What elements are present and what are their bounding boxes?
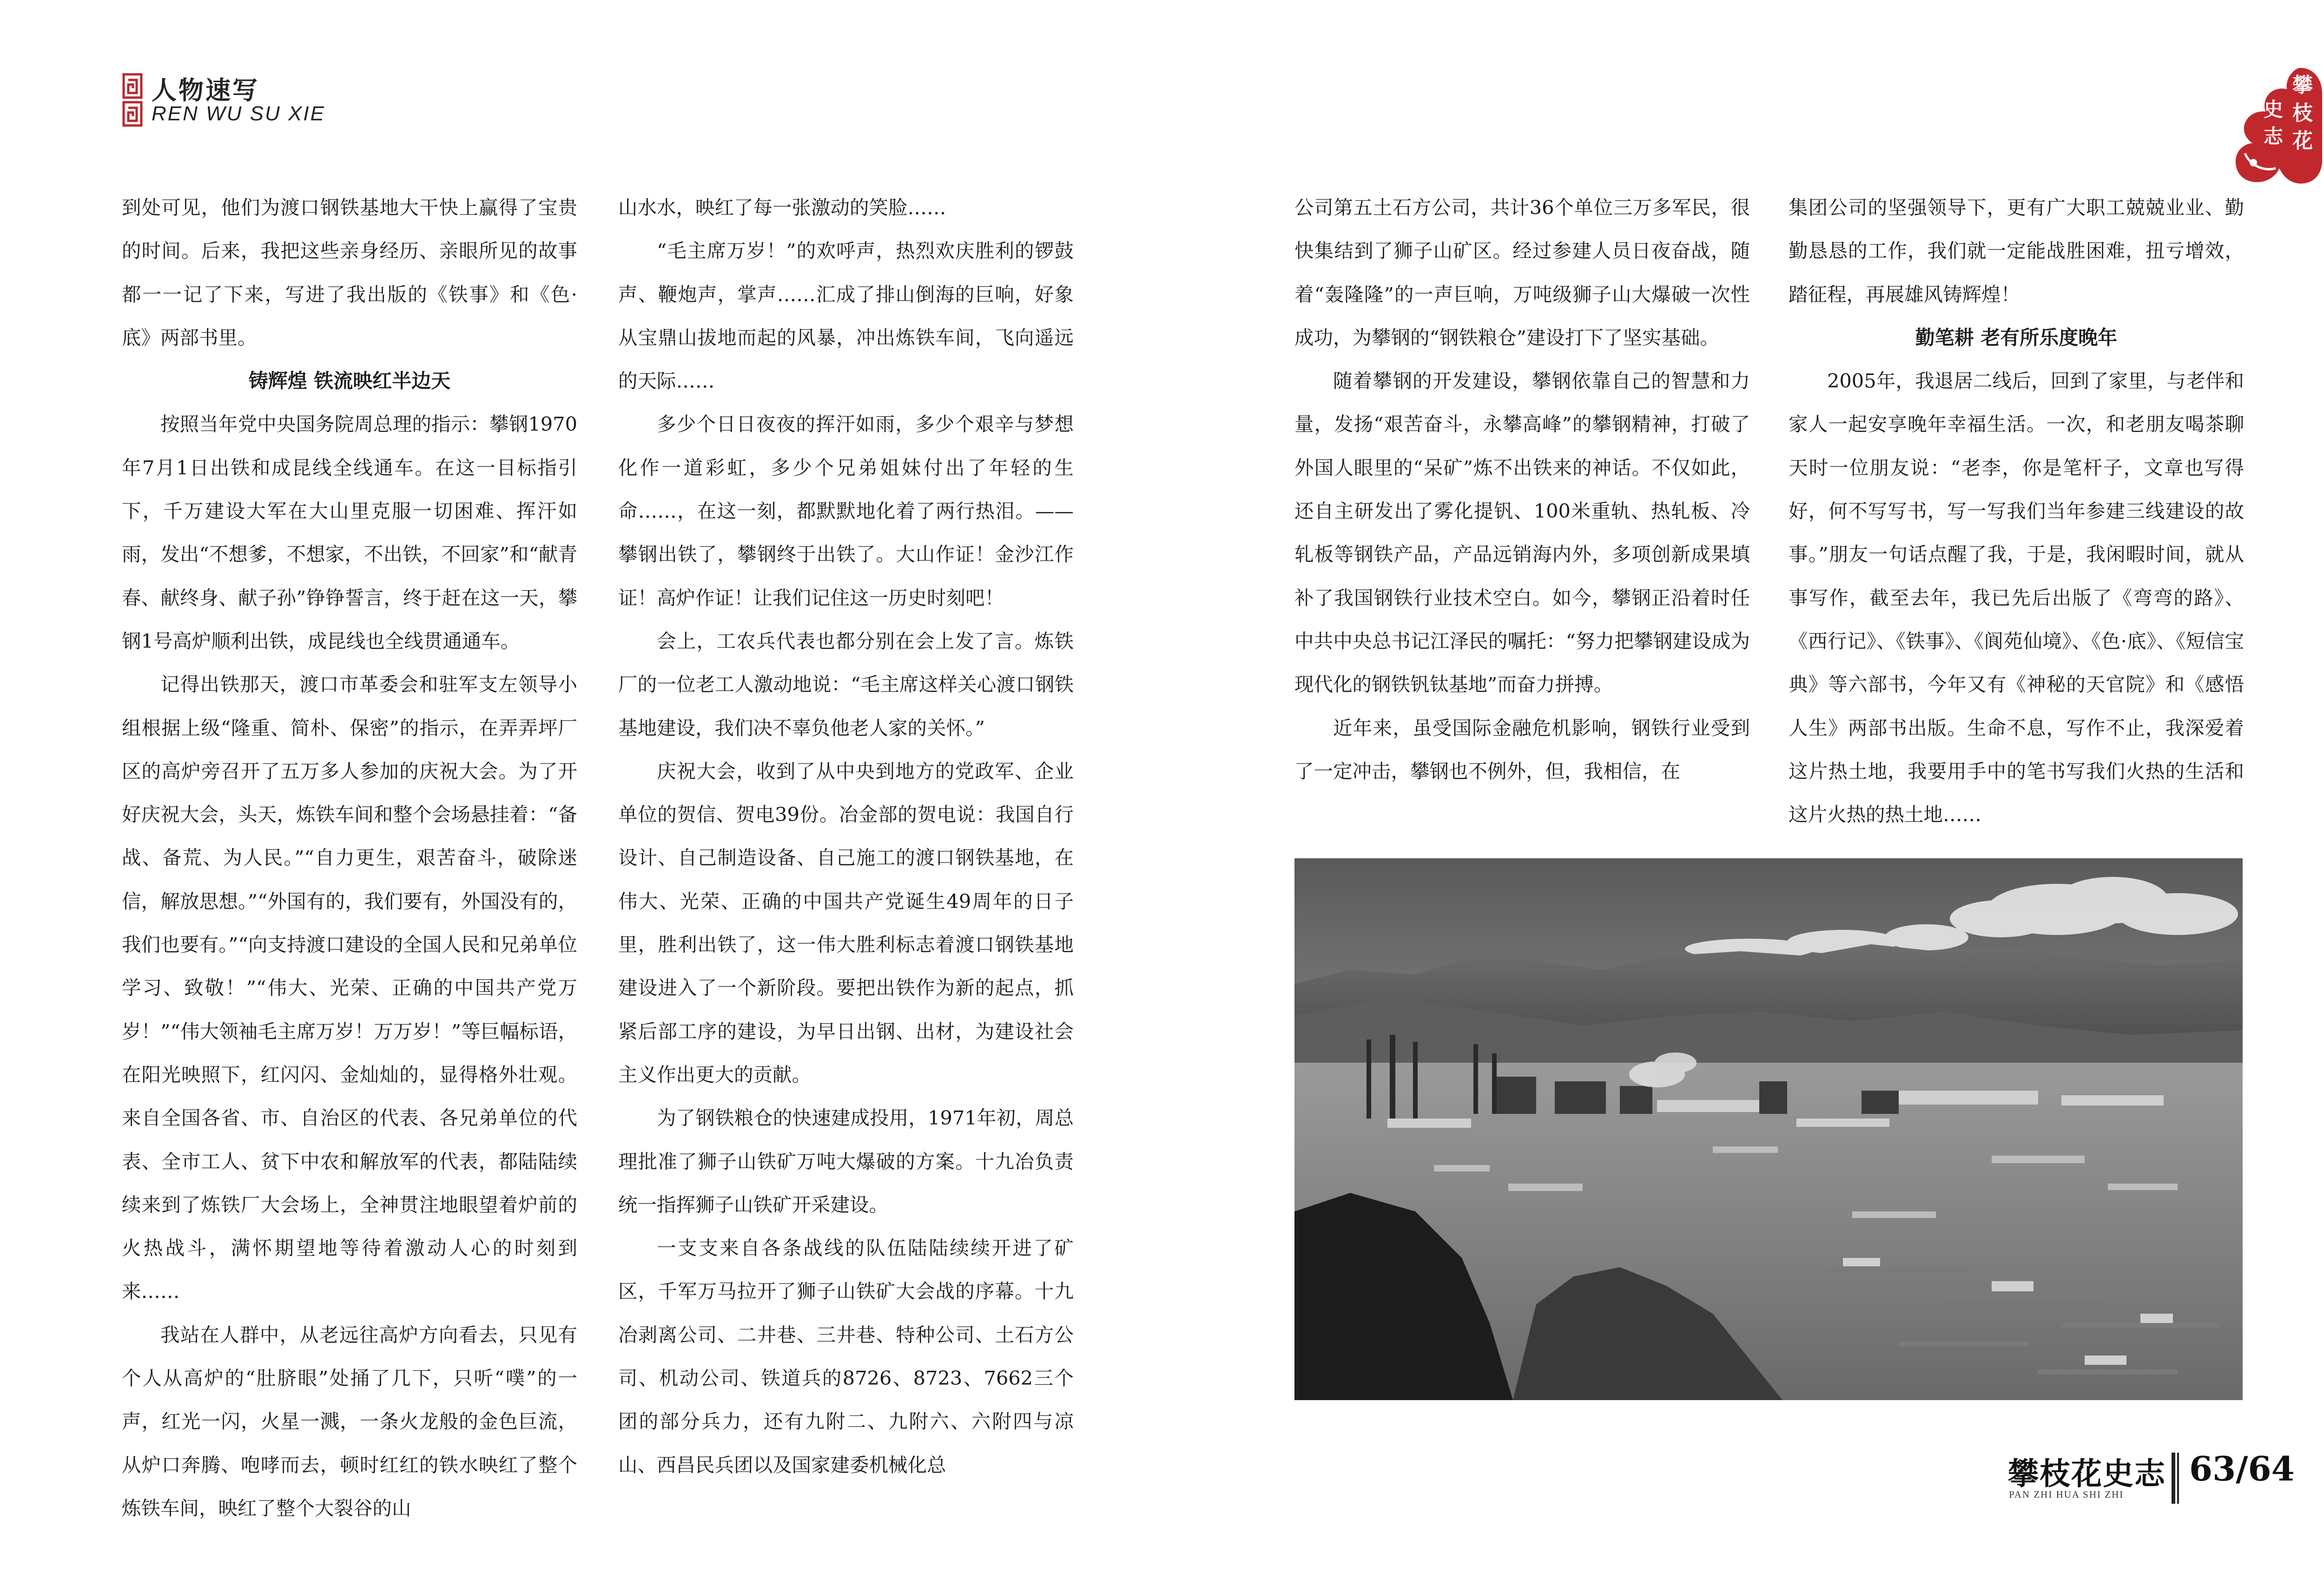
svg-text:志: 志	[2264, 125, 2284, 148]
svg-text:花: 花	[2292, 129, 2313, 153]
square-spiral-icon	[122, 72, 143, 127]
paragraph: 记得出铁那天，渡口市革委会和驻军支左领导小组根据上级“隆重、简朴、保密”的指示，在弄弄坪厂区的高炉旁召开了五万多人参加的庆祝大会。为了开好庆祝大会，头天，炼铁车间和整个会场悬挂着：“备战、备荒、为人民。”“自力更生，艰苦奋斗，破除迷信，解放思想。”“外国有的，我们要有，外国没有的，我们也要有。”“向支持渡口建设的全国人民和兄弟单位学习、致敬！”“伟大、光荣、正确的中国共产党万岁！”“伟大领袖毛主席万岁！万万岁！”等巨幅标语，在阳光映照下，红闪闪、金灿灿的，显得格外壮观。来自全国各省、市、自治区的代表、各兄弟单位的代表、全市工人、贫下中农和解放军的代表，都陆陆续续来到了炼铁厂大会场上，全神贯注地眼望着炉前的火热战斗，满怀期望地等待着激动人心的时刻到来……	[122, 673, 577, 1303]
section-title-cn: 人物速写	[152, 75, 259, 105]
magazine-pinyin: PAN ZHI HUA SHI ZHI	[2009, 1489, 2124, 1500]
text-column-2	[618, 186, 1074, 1487]
paragraph: 庆祝大会，收到了从中央到地方的党政军、企业单位的贺信、贺电39份。冶金部的贺电说：我国自行设计、自己制造设备、自己施工的渡口钢铁基地，在伟大、光荣、正确的中国共产党诞生49周年的日子里，胜利出铁了，这一伟大胜利标志着渡口钢铁基地建设进入了一个新阶段。要把出铁作为新的起点，抓紧后部工序的建设，为早日出钢、出材，为建设社会主义作出更大的贡献。	[618, 759, 1074, 1086]
svg-text:枝: 枝	[2292, 101, 2313, 125]
text-column-3	[1294, 186, 1750, 793]
paragraph: 一支支来自各条战线的队伍陆陆续续开进了矿区，千军万马拉开了狮子山铁矿大会战的序幕。十九冶剥离公司、二井巷、三井巷、特种公司、土石方公司、机动公司、铁道兵的8726、8723、7662三个团的部分兵力，还有九附二、九附六、六附四与凉山、西昌民兵团以及国家建委机械化总	[618, 1237, 1074, 1476]
paragraph: 2005年，我退居二线后，回到了家里，与老伴和家人一起安享晚年幸福生活。一次，和老朋友喝茶聊天时一位朋友说：“老李，你是笔杆子，文章也写得好，何不写写书，写一写我们当年参建三线建设的故事。”朋友一句话点醒了我，于是，我闲暇时间，就从事写作，截至去年，我已先后出版了《弯弯的路》、《西行记》、《铁事》、《阆苑仙境》、《色·底》、《短信宝典》等六部书，今年又有《神秘的天官院》和《感悟人生》两部书出版。生命不息，写作不止，我深爱着这片热土地，我要用手中的笔书写我们火热的生活和这片火热的热土地……	[1789, 369, 2244, 826]
paragraph: 到处可见，他们为渡口钢铁基地大干快上赢得了宝贵的时间。后来，我把这些亲身经历、亲眼所见的故事都一一记了下来，写进了我出版的《铁事》和《色·底》两部书里。	[122, 196, 577, 349]
paragraph: 近年来，虽受国际金融危机影响，钢铁行业受到了一定冲击，攀钢也不例外，但，我相信，在	[1294, 716, 1750, 783]
paragraph: 随着攀钢的开发建设，攀钢依靠自己的智慧和力量，发扬“艰苦奋斗，永攀高峰”的攀钢精神，打破了外国人眼里的“呆矿”炼不出铁来的神话。不仅如此，还自主研发出了雾化提钒、100米重轨、热轧板、冷轧板等钢铁产品，产品远销海内外，多项创新成果填补了我国钢铁行业技术空白。如今，攀钢正沿着时任中共中央总书记江泽民的嘱托：“努力把攀钢建设成为现代化的钢铁钒钛基地”而奋力拼搏。	[1294, 369, 1750, 696]
section-title-en: REN WU SU XIE	[152, 102, 325, 125]
paragraph: 山水水，映红了每一张激动的笑脸……	[618, 196, 946, 219]
divider	[2177, 1453, 2179, 1504]
svg-text:史: 史	[2264, 98, 2284, 121]
magazine-title: 攀枝花史志	[2008, 1455, 2166, 1492]
paragraph: 公司第五土石方公司，共计36个单位三万多军民，很快集结到了狮子山矿区。经过参建人员日夜奋战，随着“轰隆隆”的一声巨响，万吨级狮子山大爆破一次性成功，为攀钢的“钢铁粮仓”建设打下了坚实基础。	[1294, 196, 1750, 349]
steel-plant-landscape-photo	[1294, 858, 2243, 1400]
divider	[2172, 1453, 2175, 1504]
magazine-seal-logo	[2231, 65, 2324, 186]
paragraph: 多少个日日夜夜的挥汗如雨，多少个艰辛与梦想化作一道彩虹，多少个兄弟姐妹付出了年轻的生命……，在这一刻，都默默地化着了两行热泪。——攀钢出铁了，攀钢终于出铁了。大山作证！金沙江作证！高炉作证！让我们记住这一历史时刻吧！	[618, 413, 1074, 609]
paragraph: 集团公司的坚强领导下，更有广大职工兢兢业业、勤勤恳恳的工作，我们就一定能战胜困难，扭亏增效，踏征程，再展雄风铸辉煌！	[1789, 196, 2244, 306]
section-heading: 勤笔耕 老有所乐度晚年	[1915, 326, 2118, 349]
page-number: 63/64	[2189, 1449, 2295, 1488]
paragraph: “毛主席万岁！”的欢呼声，热烈欢庆胜利的锣鼓声、鞭炮声，掌声……汇成了排山倒海的巨响，好象从宝鼎山拔地而起的风暴，冲出炼铁车间，飞向遥远的天际……	[618, 239, 1074, 393]
paragraph: 为了钢铁粮仓的快速建成投用，1971年初，周总理批准了狮子山铁矿万吨大爆破的方案。十九冶负责统一指挥狮子山铁矿开采建设。	[618, 1106, 1074, 1216]
paragraph: 会上，工农兵代表也都分别在会上发了言。炼铁厂的一位老工人激动地说：“毛主席这样关心渡口钢铁基地建设，我们决不辜负他老人家的关怀。”	[618, 629, 1074, 739]
text-column-4	[1789, 186, 2244, 836]
section-heading: 铸辉煌 铁流映红半边天	[248, 369, 451, 393]
text-column-1	[122, 186, 577, 1530]
paragraph: 我站在人群中，从老远往高炉方向看去，只见有个人从高炉的“肚脐眼”处捅了几下，只听“噗”的一声，红光一闪，火星一溅，一条火龙般的金色巨流，从炉口奔腾、咆哮而去，顿时红红的铁水映红了整个炼铁车间，映红了整个大裂谷的山	[122, 1323, 577, 1520]
svg-text:攀: 攀	[2292, 73, 2313, 97]
paragraph: 按照当年党中央国务院周总理的指示：攀钢1970年7月1日出铁和成昆线全线通车。在这一目标指引下，千万建设大军在大山里克服一切困难、挥汗如雨，发出“不想爹，不想家，不出铁，不回家”和“献青春、献终身、献子孙”铮铮誓言，终于赶在这一天，攀钢1号高炉顺利出铁，成昆线也全线贯通通车。	[122, 413, 577, 652]
